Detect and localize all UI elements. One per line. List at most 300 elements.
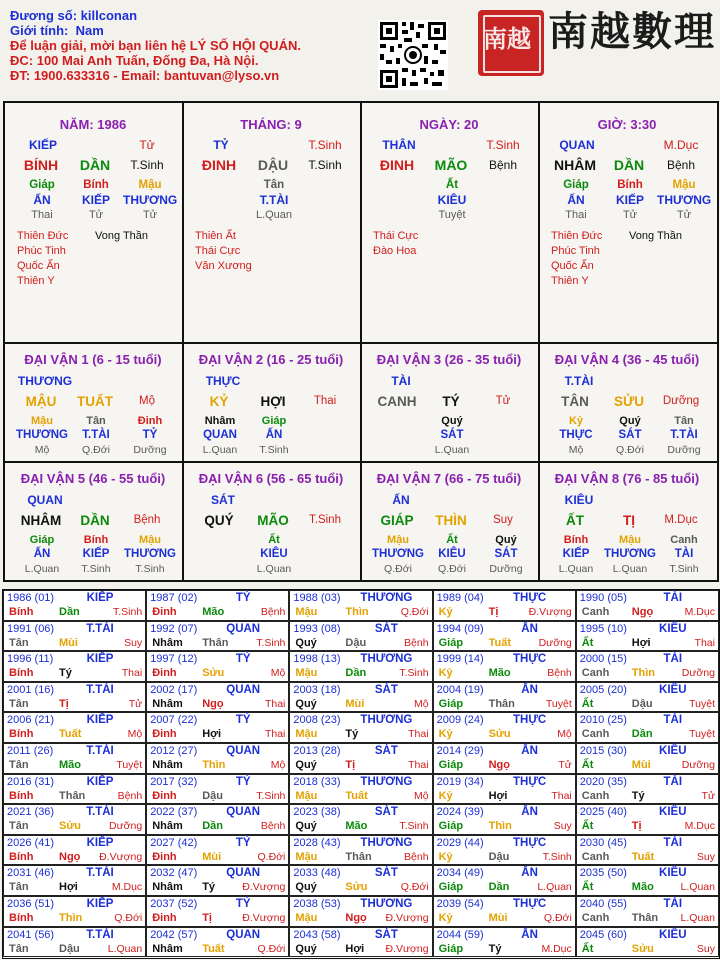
year-stem: Kỷ xyxy=(438,912,453,924)
annual-year-cell[interactable] xyxy=(433,712,576,743)
annual-year-cell[interactable] xyxy=(3,590,146,621)
year-label: 1986 (01) xyxy=(7,592,55,604)
year-ten-god: T.TÀI xyxy=(86,928,114,941)
luck-stem: TÂN xyxy=(561,394,589,409)
year-phase: Dưỡng xyxy=(109,820,143,833)
year-branch: Mùi xyxy=(345,697,365,710)
hidden-phase: Thai xyxy=(565,209,587,221)
luck-stem: GIÁP xyxy=(380,513,414,528)
year-ten-god: TÀI xyxy=(663,836,683,849)
year-label: 2042 (57) xyxy=(150,928,198,941)
year-phase: Suy xyxy=(696,942,715,955)
year-stem: Đinh xyxy=(152,912,177,924)
year-branch: Hợi xyxy=(59,881,78,894)
year-label: 2033 (48) xyxy=(293,867,341,880)
annual-year-cell[interactable] xyxy=(3,835,146,866)
pillar-phase: Bệnh xyxy=(488,158,518,172)
year-stem: Canh xyxy=(581,789,610,802)
year-label: 2044 (59) xyxy=(436,928,484,941)
four-pillars-panel xyxy=(3,101,719,582)
year-ten-god: SÁT xyxy=(374,683,398,696)
year-stem: Đinh xyxy=(152,728,177,741)
year-branch: Tý xyxy=(631,789,645,802)
annual-year-cell[interactable] xyxy=(289,774,432,805)
luck-hidden-ten-god: THƯƠNG xyxy=(124,548,176,560)
year-branch: Thìn xyxy=(631,667,656,680)
year-ten-god: THƯƠNG xyxy=(360,836,413,849)
year-ten-god: THỰC xyxy=(513,836,547,849)
annual-year-cell[interactable] xyxy=(289,682,432,713)
year-stem: Giáp xyxy=(438,820,464,833)
year-stem: Ất xyxy=(581,697,594,710)
year-label: 1989 (04) xyxy=(436,592,484,604)
year-branch: Sửu xyxy=(202,667,225,680)
luck-branch: HỢI xyxy=(260,394,286,409)
year-branch: Tuất xyxy=(345,789,368,802)
year-label: 2034 (49) xyxy=(436,867,484,880)
year-label: 2040 (55) xyxy=(579,898,627,910)
year-branch: Mão xyxy=(59,759,81,771)
year-stem: Quý xyxy=(295,636,317,649)
year-phase: Suy xyxy=(124,636,143,649)
year-stem: Kỷ xyxy=(438,850,453,863)
year-ten-god: TỶ xyxy=(235,775,251,788)
year-ten-god: THỰC xyxy=(513,714,547,727)
year-phase: Tuyệt xyxy=(689,697,715,710)
annual-year-cell[interactable] xyxy=(3,927,146,958)
annual-year-cell[interactable] xyxy=(146,621,289,652)
year-stem: Đinh xyxy=(152,606,177,618)
luck-hidden-phase: Q.Đới xyxy=(438,563,466,575)
year-label: 1999 (14) xyxy=(436,653,484,666)
luck-stem: NHÂM xyxy=(20,513,62,528)
year-phase: Dưỡng xyxy=(681,759,715,771)
year-phase: T.Sinh xyxy=(256,789,286,802)
year-stem: Nhâm xyxy=(152,759,183,771)
annual-year-cell[interactable] xyxy=(3,621,146,652)
year-branch: Tị xyxy=(488,606,499,618)
year-ten-god: QUAN xyxy=(226,928,261,941)
luck-hidden-stem: Ất xyxy=(268,534,280,546)
year-label: 2011 (26) xyxy=(7,745,54,757)
luck-phase: Mộ xyxy=(139,395,155,407)
year-branch: Sửu xyxy=(488,728,511,741)
year-ten-god: T.TÀI xyxy=(86,745,114,757)
year-ten-god: THƯƠNG xyxy=(360,714,413,727)
annual-year-cell[interactable] xyxy=(576,835,719,866)
annual-year-cell[interactable] xyxy=(146,835,289,866)
year-ten-god: ẤN xyxy=(521,806,538,819)
luck-hidden-stem: Mậu xyxy=(387,534,409,546)
hidden-ten-god: THƯƠNG xyxy=(657,193,712,207)
year-phase: Đ.Vượng xyxy=(528,606,572,618)
year-ten-god: QUAN xyxy=(226,745,261,757)
year-branch: Tý xyxy=(488,942,502,955)
year-ten-god: TÀI xyxy=(663,653,683,666)
year-branch: Sửu xyxy=(59,820,82,833)
year-stem: Bính xyxy=(9,667,34,680)
luck-hidden-phase: L.Quan xyxy=(434,444,470,456)
year-stem: Mậu xyxy=(295,667,318,680)
year-label: 1993 (08) xyxy=(293,622,341,635)
hidden-phase: Thai xyxy=(31,209,53,221)
annual-year-cell[interactable] xyxy=(433,896,576,927)
luck-ten-god: THỰC xyxy=(205,374,241,388)
year-branch: Dần xyxy=(631,728,653,741)
year-label: 2006 (21) xyxy=(7,714,55,727)
year-ten-god: SÁT xyxy=(374,928,398,941)
year-phase: T.Sinh xyxy=(256,636,286,649)
annual-year-cell[interactable] xyxy=(576,896,719,927)
luck-phase: Tử xyxy=(495,395,511,407)
annual-year-cell[interactable] xyxy=(146,712,289,743)
year-branch: Mão xyxy=(345,820,368,833)
year-phase: Mộ xyxy=(413,697,429,710)
year-ten-god: ẤN xyxy=(521,867,538,880)
year-label: 2030 (45) xyxy=(579,836,627,849)
year-label: 1992 (07) xyxy=(150,622,198,635)
year-ten-god: KIÊU xyxy=(659,683,687,696)
year-stem: Tân xyxy=(9,942,29,955)
pillar-phase: T.Sinh xyxy=(308,158,342,172)
pillar-top-phase: Tử xyxy=(139,138,155,152)
year-ten-god: SÁT xyxy=(374,622,398,635)
year-branch: Dậu xyxy=(202,789,223,802)
year-stem: Mậu xyxy=(295,728,318,741)
luck-hidden-phase: Dưỡng xyxy=(133,444,167,456)
year-stem: Giáp xyxy=(438,697,464,710)
annual-year-cell[interactable] xyxy=(433,621,576,652)
pillar-top-phase: T.Sinh xyxy=(308,138,342,152)
year-stem: Bính xyxy=(9,789,34,802)
year-stem: Giáp xyxy=(438,942,464,955)
year-ten-god: TỶ xyxy=(235,836,251,849)
annual-year-cell[interactable] xyxy=(289,865,432,896)
year-ten-god: ẤN xyxy=(521,745,538,757)
year-phase: T.Sinh xyxy=(399,667,429,680)
year-stem: Quý xyxy=(295,820,317,833)
annual-year-cell[interactable] xyxy=(3,774,146,805)
year-branch: Mùi xyxy=(202,850,222,863)
annual-year-cell[interactable] xyxy=(3,804,146,835)
luck-branch: SỬU xyxy=(614,394,644,409)
year-branch: Dậu xyxy=(488,850,510,863)
year-phase: Đ.Vượng xyxy=(242,912,286,924)
year-phase: Bệnh xyxy=(117,789,143,802)
annual-year-cell[interactable] xyxy=(433,835,576,866)
year-stem: Kỷ xyxy=(438,667,453,680)
hidden-stem: Mậu xyxy=(672,179,696,191)
year-phase: Bệnh xyxy=(260,820,286,833)
annual-year-cell[interactable] xyxy=(3,651,146,682)
luck-period-title: ĐẠI VẬN 5 (46 - 55 tuổi) xyxy=(20,471,166,486)
luck-period-title: ĐẠI VẬN 6 (56 - 65 tuổi) xyxy=(198,471,344,486)
qr-code-icon[interactable] xyxy=(378,20,448,90)
year-stem: Canh xyxy=(581,667,610,680)
luck-hidden-ten-god: KIẾP xyxy=(82,548,110,560)
annual-year-cell[interactable] xyxy=(289,743,432,774)
pillar-stem: ĐINH xyxy=(201,157,237,173)
year-stem: Mậu xyxy=(295,606,318,618)
year-label: 2005 (20) xyxy=(579,683,627,696)
brand-title: 南越數理 xyxy=(548,8,716,55)
year-phase: Đ.Vượng xyxy=(242,881,286,894)
luck-stem: CANH xyxy=(377,394,417,409)
luck-hidden-stem: Quý xyxy=(619,415,641,427)
annual-year-cell[interactable] xyxy=(289,896,432,927)
luck-hidden-phase: L.Quan xyxy=(612,563,648,575)
annual-year-cell[interactable] xyxy=(289,590,432,621)
year-label: 1994 (09) xyxy=(436,622,484,635)
year-phase: Thai xyxy=(408,728,429,741)
year-stem: Ất xyxy=(581,759,594,771)
annual-year-cell[interactable] xyxy=(576,621,719,652)
luck-ten-god: TÀI xyxy=(391,374,411,388)
star: Vong Thần xyxy=(629,230,683,242)
year-phase: Thai xyxy=(408,759,429,771)
annual-year-cell[interactable] xyxy=(433,774,576,805)
section-divider xyxy=(5,342,717,344)
luck-hidden-ten-god: THƯƠNG xyxy=(604,548,656,560)
luck-hidden-phase: L.Quan xyxy=(24,563,60,575)
year-phase: Thai xyxy=(264,697,286,710)
annual-year-cell[interactable] xyxy=(576,712,719,743)
annual-year-cell[interactable] xyxy=(433,590,576,621)
hidden-ten-god: KIÊU xyxy=(437,193,467,207)
year-ten-god: KIẾP xyxy=(86,653,114,666)
luck-hidden-phase: T.Sinh xyxy=(81,563,111,575)
annual-year-cell[interactable] xyxy=(146,651,289,682)
luck-hidden-phase: L.Quan xyxy=(202,444,238,456)
annual-year-cell[interactable] xyxy=(576,804,719,835)
year-branch: Mão xyxy=(631,881,654,894)
year-ten-god: T.TÀI xyxy=(86,622,114,635)
year-phase: Dưỡng xyxy=(681,667,715,680)
year-phase: Thai xyxy=(694,636,715,649)
annual-year-cell[interactable] xyxy=(433,927,576,958)
year-stem: Tân xyxy=(9,881,29,894)
year-phase: Bệnh xyxy=(404,636,429,649)
year-stem: Ất xyxy=(581,881,594,894)
luck-hidden-phase: T.Sinh xyxy=(135,563,165,575)
year-phase: L.Quan xyxy=(107,942,143,955)
year-label: 2008 (23) xyxy=(293,714,341,727)
annual-year-cell[interactable] xyxy=(146,682,289,713)
luck-branch: TUẤT xyxy=(77,394,113,409)
luck-hidden-ten-god: KIÊU xyxy=(260,548,288,560)
annual-year-cell[interactable] xyxy=(289,621,432,652)
year-label: 2017 (32) xyxy=(150,775,198,788)
annual-year-cell[interactable] xyxy=(3,712,146,743)
year-branch: Thìn xyxy=(59,912,83,924)
year-ten-god: ẤN xyxy=(521,622,538,635)
annual-year-cell[interactable] xyxy=(576,590,719,621)
luck-period-title: ĐẠI VẬN 2 (16 - 25 tuổi) xyxy=(198,352,344,367)
year-phase: Q.Đới xyxy=(400,881,429,894)
year-phase: Đ.Vượng xyxy=(385,942,429,955)
year-phase: Tử xyxy=(558,759,572,771)
pillar-ten-god: QUAN xyxy=(559,138,595,152)
year-branch: Sửu xyxy=(345,881,368,894)
annual-year-cell[interactable] xyxy=(576,651,719,682)
phone-email-line[interactable]: ĐT: 1900.633316 - Email: bantuvan@lyso.vn xyxy=(10,68,280,83)
year-phase: Thai xyxy=(121,667,143,680)
auspicious-star: Phúc Tinh xyxy=(17,245,66,257)
year-branch: Thân xyxy=(631,912,659,924)
annual-year-cell[interactable] xyxy=(146,743,289,774)
year-ten-god: TÀI xyxy=(663,775,683,788)
annual-year-cell[interactable] xyxy=(3,865,146,896)
auspicious-star: Văn Xương xyxy=(195,260,252,272)
year-phase: L.Quan xyxy=(680,881,715,894)
year-stem: Đinh xyxy=(152,850,177,863)
luck-branch: THÌN xyxy=(435,513,467,528)
year-label: 2013 (28) xyxy=(293,745,341,757)
year-label: 1997 (12) xyxy=(150,653,198,666)
year-ten-god: QUAN xyxy=(226,806,261,819)
year-branch: Thìn xyxy=(345,606,369,618)
annual-year-cell[interactable] xyxy=(3,682,146,713)
annual-year-cell[interactable] xyxy=(433,743,576,774)
year-label: 2039 (54) xyxy=(436,898,484,910)
luck-hidden-stem: Giáp xyxy=(261,415,287,427)
year-label: 2009 (24) xyxy=(436,714,484,727)
auspicious-star: Thiên Ất xyxy=(195,230,236,242)
year-stem: Ất xyxy=(581,942,594,955)
hidden-stem: Bính xyxy=(617,179,643,191)
annual-year-cell[interactable] xyxy=(576,927,719,958)
annual-year-cell[interactable] xyxy=(146,774,289,805)
luck-phase: M.Dục xyxy=(664,514,698,526)
year-label: 1995 (10) xyxy=(579,622,627,635)
pillar-title: THÁNG: 9 xyxy=(240,117,302,132)
hidden-ten-god: ẤN xyxy=(33,193,51,207)
year-ten-god: QUAN xyxy=(226,622,261,635)
auspicious-star: Quốc Ấn xyxy=(551,260,594,272)
annual-year-cell[interactable] xyxy=(433,651,576,682)
annual-year-cell[interactable] xyxy=(289,712,432,743)
year-stem: Mậu xyxy=(295,912,318,924)
year-ten-god: KIẾP xyxy=(86,836,114,849)
luck-hidden-stem: Đinh xyxy=(137,415,163,427)
year-branch: Tuất xyxy=(488,636,511,649)
luck-hidden-stem: Canh xyxy=(670,534,698,546)
annual-year-cell[interactable] xyxy=(576,743,719,774)
year-phase: T.Sinh xyxy=(399,820,429,833)
year-label: 2001 (16) xyxy=(7,683,55,696)
annual-year-cell[interactable] xyxy=(433,682,576,713)
year-stem: Đinh xyxy=(152,789,177,802)
luck-branch: TỊ xyxy=(623,513,635,528)
year-ten-god: THƯƠNG xyxy=(360,775,413,788)
year-phase: Thai xyxy=(264,728,286,741)
annual-year-cell[interactable] xyxy=(146,927,289,958)
year-label: 2031 (46) xyxy=(7,867,55,880)
hidden-phase: Tuyệt xyxy=(438,209,466,221)
annual-year-cell[interactable] xyxy=(433,804,576,835)
year-label: 2025 (40) xyxy=(579,806,627,819)
year-ten-god: T.TÀI xyxy=(86,806,114,819)
year-branch: Dậu xyxy=(345,636,367,649)
year-stem: Tân xyxy=(9,636,29,649)
year-phase: L.Quan xyxy=(537,881,572,894)
year-label: 2032 (47) xyxy=(150,867,198,880)
year-branch: Mão xyxy=(488,667,511,680)
luck-period-title: ĐẠI VẬN 4 (36 - 45 tuổi) xyxy=(554,352,700,367)
luck-hidden-stem: Tân xyxy=(86,415,106,427)
section-divider xyxy=(5,461,717,463)
annual-year-cell[interactable] xyxy=(289,927,432,958)
annual-year-cell[interactable] xyxy=(3,896,146,927)
year-ten-god: KIẾP xyxy=(86,714,114,727)
year-phase: Q.Đới xyxy=(543,912,572,924)
year-phase: Mộ xyxy=(270,667,286,680)
annual-year-cell[interactable] xyxy=(146,865,289,896)
year-stem: Ất xyxy=(581,636,594,649)
year-label: 2027 (42) xyxy=(150,836,198,849)
address-line: ĐC: 100 Mai Anh Tuấn, Đống Đa, Hà Nội. xyxy=(10,53,259,68)
year-ten-god: KIÊU xyxy=(659,928,687,941)
year-phase: T.Sinh xyxy=(542,850,572,863)
owner-info xyxy=(10,8,301,83)
year-stem: Giáp xyxy=(438,636,464,649)
year-stem: Nhâm xyxy=(152,881,183,894)
year-ten-god: TỶ xyxy=(235,653,251,666)
annual-year-cell[interactable] xyxy=(3,743,146,774)
year-branch: Thìn xyxy=(202,759,226,771)
annual-year-cell[interactable] xyxy=(289,651,432,682)
annual-year-cell[interactable] xyxy=(576,682,719,713)
annual-year-cell[interactable] xyxy=(576,865,719,896)
year-stem: Ất xyxy=(581,820,594,833)
year-ten-god: THƯƠNG xyxy=(360,592,413,604)
year-branch: Tuất xyxy=(631,850,655,863)
pillar-phase: Bệnh xyxy=(666,158,696,172)
pillar-ten-god: KIẾP xyxy=(28,138,57,152)
year-phase: Q.Đới xyxy=(114,912,143,924)
annual-year-cell[interactable] xyxy=(289,804,432,835)
year-phase: Q.Đới xyxy=(400,606,429,618)
luck-hidden-stem: Quý xyxy=(441,415,463,427)
annual-year-cell[interactable] xyxy=(576,774,719,805)
year-label: 2023 (38) xyxy=(293,806,341,819)
year-ten-god: KIÊU xyxy=(659,867,687,880)
year-phase: Q.Đới xyxy=(257,942,286,955)
year-stem: Tân xyxy=(9,697,29,710)
annual-year-cell[interactable] xyxy=(433,865,576,896)
year-branch: Tị xyxy=(631,820,642,833)
year-stem: Canh xyxy=(581,728,610,741)
year-branch: Tý xyxy=(202,881,216,894)
year-ten-god: ẤN xyxy=(521,683,538,696)
pillar-top-phase: T.Sinh xyxy=(486,138,520,152)
year-branch: Mùi xyxy=(59,636,78,649)
year-ten-god: SÁT xyxy=(374,745,398,757)
annual-year-cell[interactable] xyxy=(146,896,289,927)
luck-ten-god: THƯƠNG xyxy=(17,374,73,388)
luck-branch: TÝ xyxy=(442,394,460,409)
year-branch: Tị xyxy=(202,912,212,924)
annual-year-cell[interactable] xyxy=(289,835,432,866)
annual-year-cell[interactable] xyxy=(146,590,289,621)
year-stem: Kỷ xyxy=(438,728,453,741)
annual-year-cell[interactable] xyxy=(146,804,289,835)
year-branch: Hợi xyxy=(345,942,365,955)
year-ten-god: THỰC xyxy=(513,775,547,788)
pillar-title: GIỜ: 3:30 xyxy=(597,117,657,132)
owner-name-line: Đương số: killconan xyxy=(10,8,138,23)
year-ten-god: THỰC xyxy=(513,592,547,604)
